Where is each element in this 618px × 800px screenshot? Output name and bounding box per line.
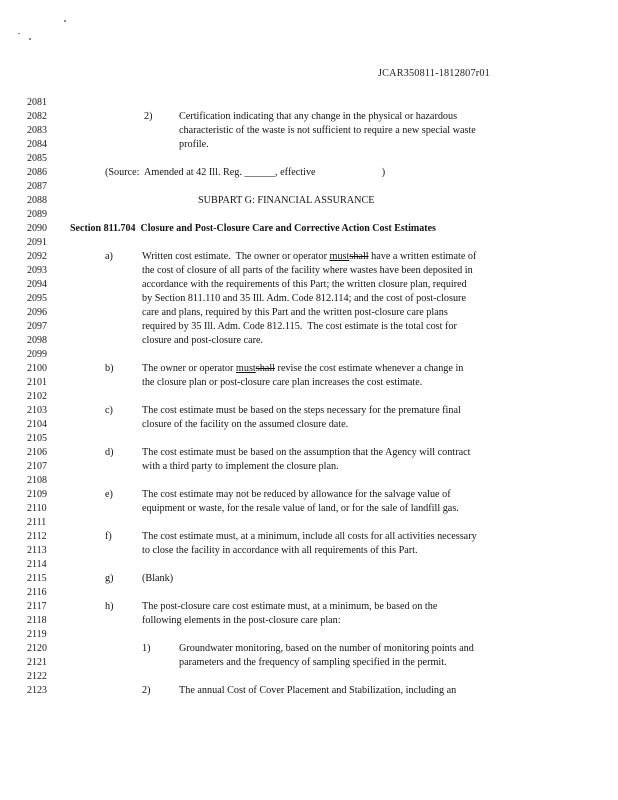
line-2101 [0,376,618,390]
source-note: (Source: Amended at 42 Ill. Reg. ______, effective ) [105,167,386,178]
line-2084 [0,138,618,152]
line-2093 [0,264,618,278]
line-number: 2098 [27,335,47,346]
line-2116 [0,586,618,600]
body-text [142,362,463,376]
body-text: accordance with the requirements of this Part; the written closure plan, required [142,279,467,290]
line-number: 2089 [27,209,47,220]
inserted-text: must [329,251,350,262]
line-number: 2086 [27,167,47,178]
body-text: care and plans, required by this Part and the written post-closure care plans [142,307,448,318]
body-text: The cost estimate may not be reduced by allowance for the salvage value of [142,489,451,500]
line-2118 [0,614,618,628]
line-number: 2107 [27,461,47,472]
body-text: The post-closure care cost estimate must, at a minimum, be based on the [142,601,438,612]
line-2087 [0,180,618,194]
body-text: with a third party to implement the closure plan. [142,461,339,472]
line-2085 [0,152,618,166]
item-label: a) [105,251,113,262]
line-number: 2113 [27,545,47,556]
line-number: 2091 [27,237,47,248]
line-2096 [0,306,618,320]
line-2102 [0,390,618,404]
body-text: The annual Cost of Cover Placement and Stabilization, including an [179,685,457,696]
line-number: 2103 [27,405,47,416]
scan-speck [18,33,20,34]
line-2089 [0,208,618,222]
line-2094 [0,278,618,292]
item-label: c) [105,405,113,416]
line-2119 [0,628,618,642]
text-run: have a written estimate of [368,251,477,262]
line-number: 2122 [27,671,47,682]
line-number: 2081 [27,97,47,108]
item-label: b) [105,363,114,374]
line-2109 [0,488,618,502]
line-number: 2099 [27,349,47,360]
line-number: 2092 [27,251,47,262]
line-2083 [0,124,618,138]
body-text: parameters and the frequency of sampling specified in the permit. [179,657,447,668]
line-2115 [0,572,618,586]
line-2082 [0,110,618,124]
body-text: The cost estimate must be based on the assumption that the Agency will contract [142,447,471,458]
line-2114 [0,558,618,572]
line-2107 [0,460,618,474]
line-2091 [0,236,618,250]
line-number: 2101 [27,377,47,388]
body-text: required by 35 Ill. Adm. Code 812.115. The cost estimate is the total cost for [142,321,457,332]
body-text: The cost estimate must, at a minimum, include all costs for all activities necessary [142,531,477,542]
line-2117 [0,600,618,614]
item-label: 1) [142,643,151,654]
line-number: 2110 [27,503,47,514]
line-2110 [0,502,618,516]
body-text: closure and post-closure care. [142,335,264,346]
document-id: JCAR350811-1812807r01 [378,68,490,79]
item-label: d) [105,447,114,458]
item-label: g) [105,573,114,584]
line-number: 2114 [27,559,47,570]
line-number: 2106 [27,447,47,458]
body-text: Certification indicating that any change in the physical or hazardous [179,111,458,122]
line-number: 2097 [27,321,47,332]
line-number: 2083 [27,125,47,136]
subpart-heading: SUBPART G: FINANCIAL ASSURANCE [198,195,375,206]
line-2123 [0,684,618,698]
line-number: 2100 [27,363,47,374]
line-2120 [0,642,618,656]
scan-speck [64,20,66,22]
body-text: the closure plan or post-closure care plan increases the cost estimate. [142,377,423,388]
line-2108 [0,474,618,488]
line-2081 [0,96,618,110]
line-2095 [0,292,618,306]
deleted-text: shall [349,251,369,262]
line-number: 2084 [27,139,47,150]
deleted-text: shall [255,363,275,374]
text-run: The owner or operator [142,363,236,374]
line-number: 2123 [27,685,47,696]
item-label: 2) [144,111,153,122]
line-2106 [0,446,618,460]
line-2099 [0,348,618,362]
line-number: 2088 [27,195,47,206]
body-text: equipment or waste, for the resale value of land, or for the sale of landfill gas. [142,503,459,514]
line-number: 2104 [27,419,47,430]
line-number: 2116 [27,587,47,598]
line-number: 2087 [27,181,47,192]
line-number: 2117 [27,601,47,612]
line-number: 2096 [27,307,47,318]
item-label: h) [105,601,114,612]
line-number: 2085 [27,153,47,164]
line-2097 [0,320,618,334]
line-2121 [0,656,618,670]
line-2090 [0,222,618,236]
body-text: closure of the facility on the assumed closure date. [142,419,349,430]
line-number: 2112 [27,531,47,542]
text-run: Written cost estimate. The owner or operator [142,251,330,262]
line-number: 2108 [27,475,47,486]
body-text [142,250,476,264]
line-2088 [0,194,618,208]
scan-speck [29,38,31,40]
line-2104 [0,418,618,432]
item-label: e) [105,489,113,500]
item-label: f) [105,531,112,542]
line-2113 [0,544,618,558]
text-run: revise the cost estimate whenever a change in [275,363,464,374]
line-number: 2105 [27,433,47,444]
line-2100 [0,362,618,376]
line-2122 [0,670,618,684]
line-2105 [0,432,618,446]
line-number: 2102 [27,391,47,402]
section-heading: Section 811.704 Closure and Post-Closure Care and Corrective Action Cost Estimates [70,223,436,234]
body-text: the cost of closure of all parts of the facility where wastes have been deposited in [142,265,473,276]
line-2103 [0,404,618,418]
line-number: 2119 [27,629,47,640]
body-text: The cost estimate must be based on the steps necessary for the premature final [142,405,461,416]
line-number: 2082 [27,111,47,122]
line-2092 [0,250,618,264]
line-2111 [0,516,618,530]
item-label: 2) [142,685,151,696]
line-number: 2093 [27,265,47,276]
inserted-text: must [235,363,256,374]
body-text: Groundwater monitoring, based on the number of monitoring points and [179,643,474,654]
line-2112 [0,530,618,544]
body-text: profile. [179,139,209,150]
line-2098 [0,334,618,348]
line-2086 [0,166,618,180]
line-number: 2121 [27,657,47,668]
line-number: 2115 [27,573,47,584]
body-text: by Section 811.110 and 35 Ill. Adm. Code 812.114; and the cost of post-closure [142,293,466,304]
line-number: 2111 [27,517,47,528]
body-text: to close the facility in accordance with all requirements of this Part. [142,545,418,556]
body-text: following elements in the post-closure care plan: [142,615,341,626]
line-number: 2090 [27,223,47,234]
body-text: (Blank) [142,573,174,584]
line-number: 2095 [27,293,47,304]
line-number: 2120 [27,643,47,654]
line-number: 2109 [27,489,47,500]
line-number: 2118 [27,615,47,626]
body-text: characteristic of the waste is not sufficient to require a new special waste [179,125,476,136]
line-number: 2094 [27,279,47,290]
